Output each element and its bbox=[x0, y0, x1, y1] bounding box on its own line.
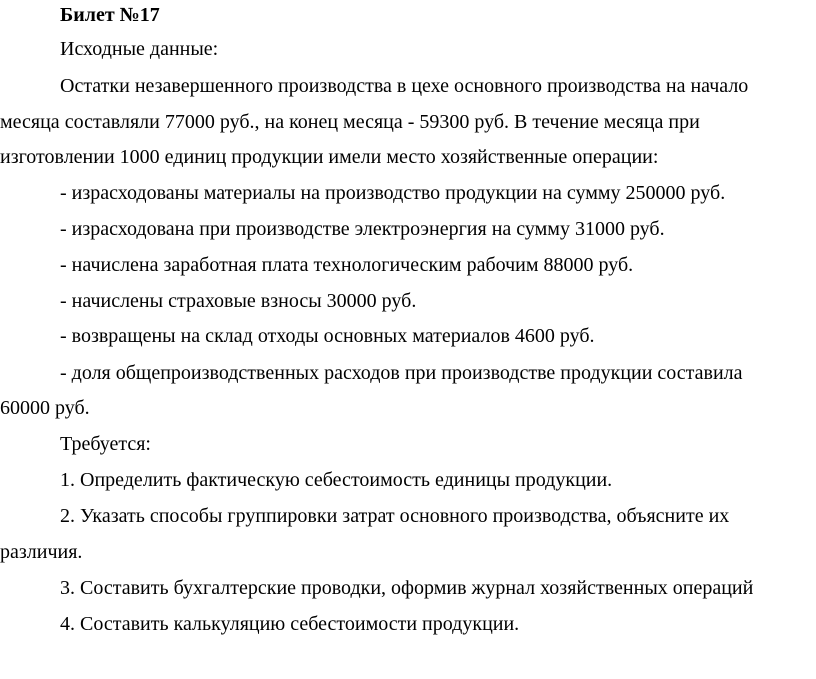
operation-5: - возвращены на склад отходы основных материалов 4600 руб. bbox=[60, 325, 595, 347]
task-3: 3. Составить бухгалтерские проводки, оформив журнал хозяйственных операций bbox=[60, 577, 754, 599]
initial-data-label: Исходные данные: bbox=[60, 38, 219, 60]
intro-line-3: изготовлении 1000 единиц продукции имели место хозяйственные операции: bbox=[0, 146, 659, 168]
intro-line-2: месяца составляли 77000 руб., на конец месяца - 59300 руб. В течение месяца при bbox=[0, 111, 700, 133]
task-4: 4. Составить калькуляцию себестоимости продукции. bbox=[60, 613, 520, 635]
operation-6-line-2: 60000 руб. bbox=[0, 397, 90, 419]
operation-1: - израсходованы материалы на производство продукции на сумму 250000 руб. bbox=[60, 182, 726, 204]
required-label: Требуется: bbox=[60, 433, 151, 455]
task-2-line-2: различия. bbox=[0, 541, 83, 563]
task-1: 1. Определить фактическую себестоимость единицы продукции. bbox=[60, 469, 613, 491]
ticket-title: Билет №17 bbox=[60, 4, 160, 26]
task-2-line-1: 2. Указать способы группировки затрат основного производства, объясните их bbox=[60, 505, 730, 527]
operation-6-line-1: - доля общепроизводственных расходов при производстве продукции составила bbox=[60, 362, 743, 384]
operation-2: - израсходована при производстве электроэнергия на сумму 31000 руб. bbox=[60, 218, 665, 240]
operation-4: - начислены страховые взносы 30000 руб. bbox=[60, 290, 417, 312]
operation-3: - начислена заработная плата технологическим рабочим 88000 руб. bbox=[60, 254, 634, 276]
intro-line-1: Остатки незавершенного производства в цехе основного производства на начало bbox=[60, 75, 749, 97]
